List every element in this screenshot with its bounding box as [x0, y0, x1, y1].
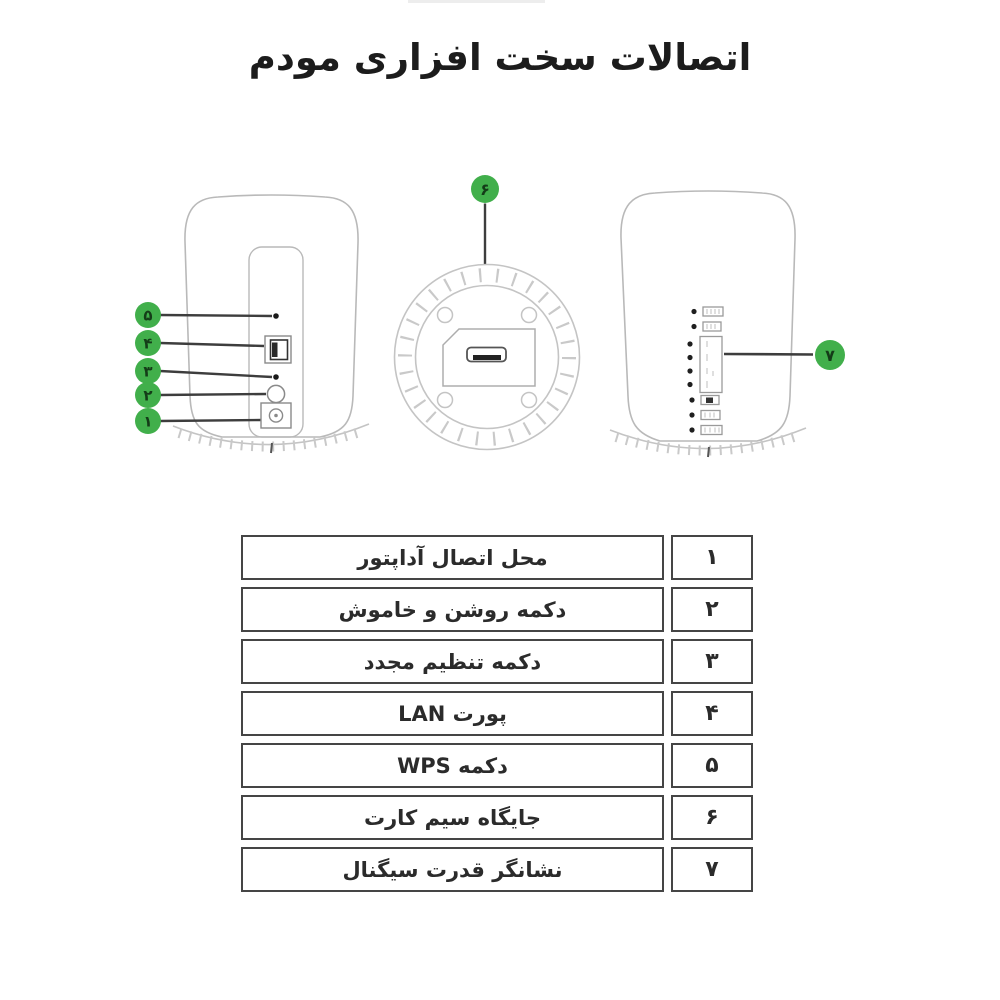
- led-active-block: [706, 398, 713, 404]
- row-label: نشانگر قدرت سیگنال: [241, 847, 664, 892]
- parts-table: [234, 528, 760, 899]
- table-row: [241, 535, 753, 580]
- callout-line-5: [160, 315, 272, 316]
- callout-number-5: ۵: [143, 306, 153, 325]
- row-number: ۶: [671, 795, 753, 840]
- row-label: دکمه WPS: [241, 743, 664, 788]
- row-number: ۱: [671, 535, 753, 580]
- base-center-notch: [271, 443, 272, 453]
- callout-number-3: ۳: [143, 362, 153, 381]
- table-row: [241, 795, 753, 840]
- row-label: دکمه روشن و خاموش: [241, 587, 664, 632]
- row-number: ۳: [671, 639, 753, 684]
- power-button: [267, 385, 284, 402]
- table-row: [241, 743, 753, 788]
- page-title: اتصالات سخت افزاری مودم: [248, 36, 752, 79]
- table-row: [241, 847, 753, 892]
- callout-number-7: ۷: [825, 346, 835, 365]
- lan-port: [265, 336, 291, 363]
- power-jack: [261, 403, 291, 428]
- row-label: پورت LAN: [241, 691, 664, 736]
- bottom-view-diagram: [395, 175, 580, 450]
- row-label: محل اتصال آداپتور: [241, 535, 664, 580]
- table-row: [241, 587, 753, 632]
- row-number: ۷: [671, 847, 753, 892]
- sim-slot: [467, 348, 506, 362]
- table-row: [241, 639, 753, 684]
- table-row: [241, 691, 753, 736]
- callout-line-1: [160, 420, 262, 421]
- wps-button-dot: [273, 313, 279, 319]
- reset-button-dot: [273, 374, 279, 380]
- row-label: دکمه تنظیم مجدد: [241, 639, 664, 684]
- callout-number-2: ۲: [143, 386, 153, 405]
- callout-line-2: [160, 394, 266, 395]
- row-label: جایگاه سیم کارت: [241, 795, 664, 840]
- callout-number-6: ۶: [480, 180, 490, 199]
- row-number: ۴: [671, 691, 753, 736]
- base-center-notch: [708, 447, 709, 457]
- row-number: ۲: [671, 587, 753, 632]
- callout-line-7: [724, 354, 813, 355]
- row-number: ۵: [671, 743, 753, 788]
- callout-number-1: ۱: [143, 412, 153, 431]
- front-view-diagram: [610, 191, 845, 457]
- back-view-diagram: [135, 195, 369, 453]
- callout-number-4: ۴: [143, 334, 153, 353]
